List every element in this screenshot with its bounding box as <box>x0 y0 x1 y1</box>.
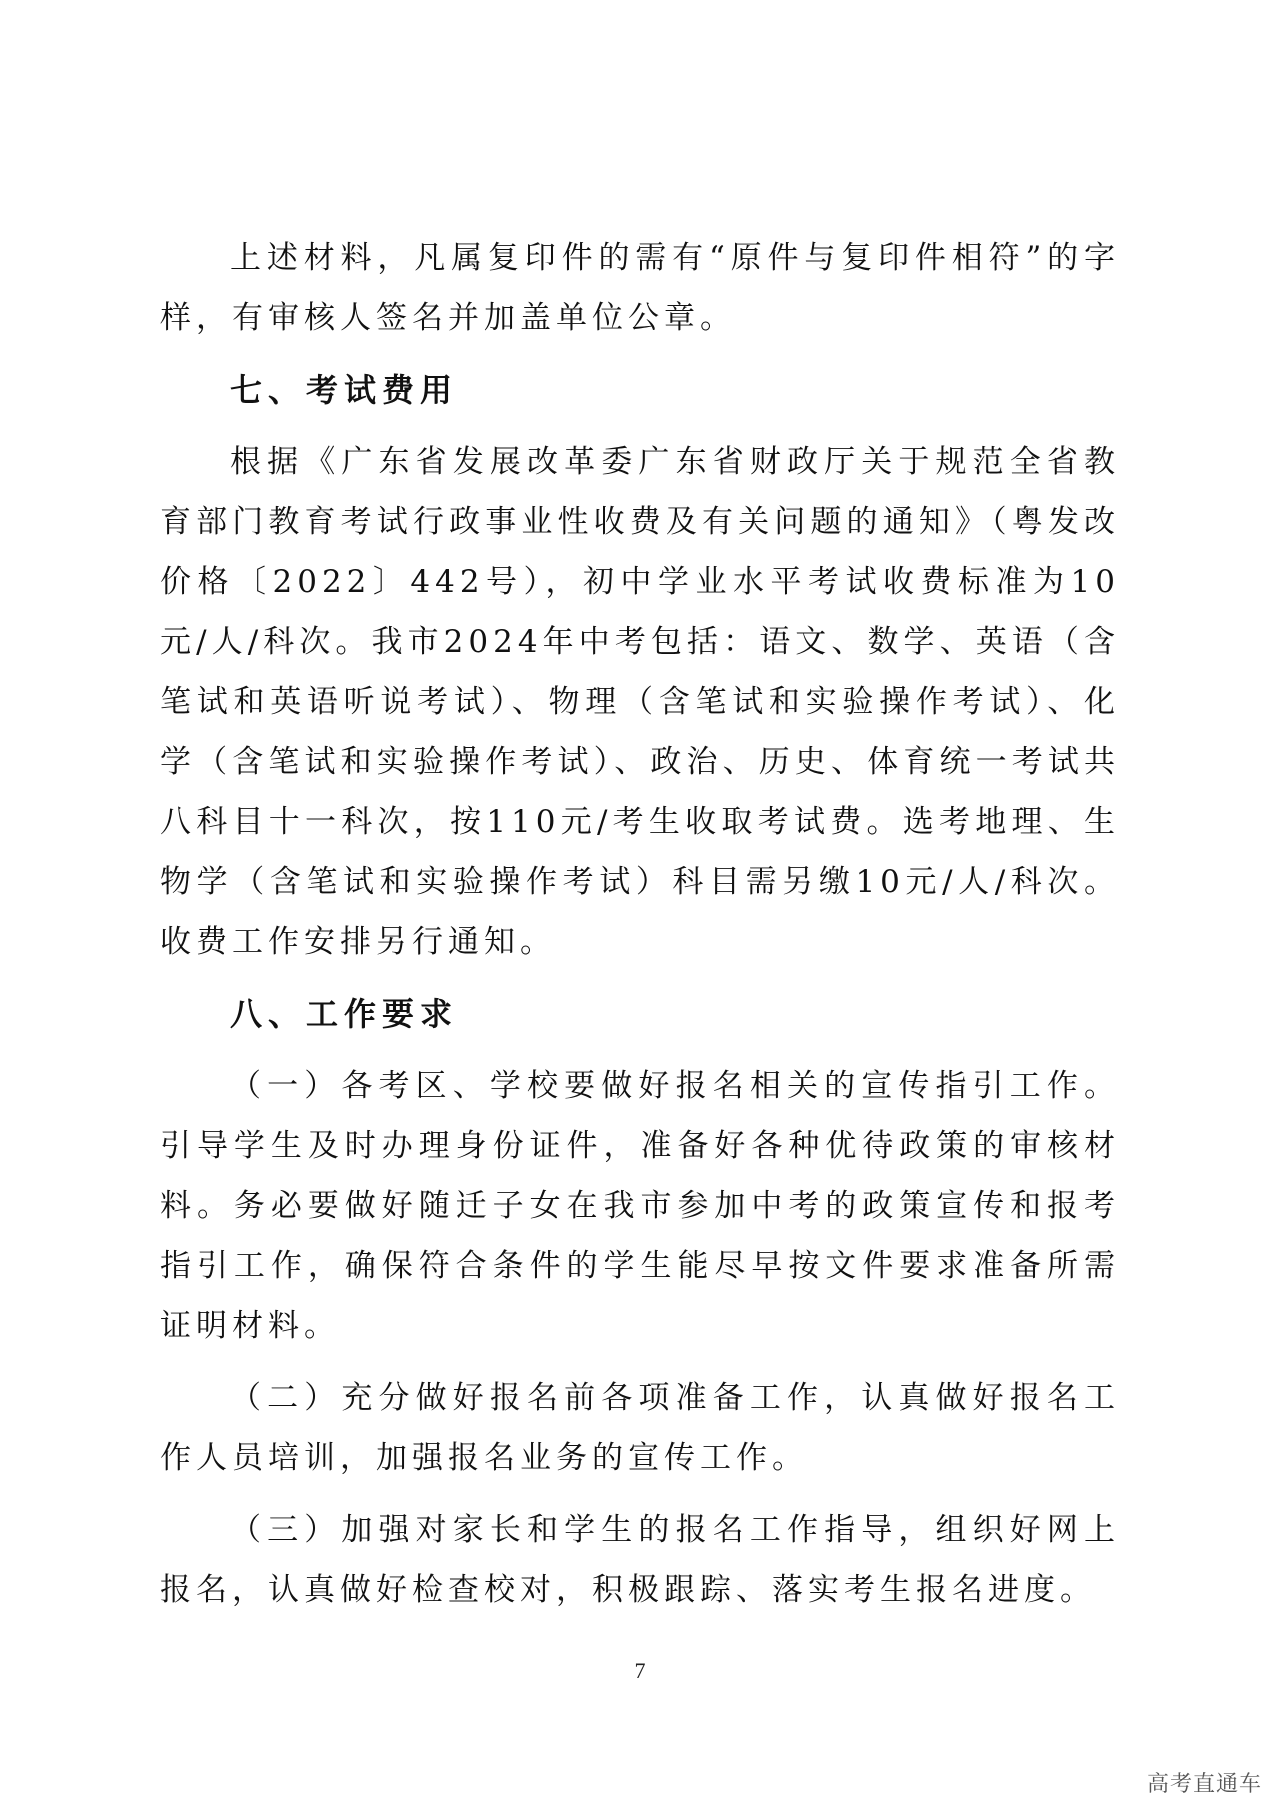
document-body <box>160 228 1120 1620</box>
watermark: 高考直通车 <box>1146 1772 1262 1797</box>
page-number: 7 <box>634 1658 646 1683</box>
requirement-1-paragraph: （一）各考区、学校要做好报名相关的宣传指引工作。引导学生及时办理身份证件，准备好各种优待政策的审核材料。务必要做好随迁子女在我市参加中考的政策宣传和报考指引工作，确保符合条件的学生能尽早按文件要求准备所需证明材料。 <box>160 1068 1120 1344</box>
requirement-3-paragraph: （三）加强对家长和学生的报名工作指导，组织好网上报名，认真做好检查校对，积极跟踪、落实考生报名进度。 <box>160 1512 1120 1608</box>
section-heading-work-requirements: 八、工作要求 <box>230 995 459 1033</box>
section-heading-exam-fees: 七、考试费用 <box>230 371 459 409</box>
requirement-2-paragraph: （二）充分做好报名前各项准备工作，认真做好报名工作人员培训，加强报名业务的宣传工作。 <box>160 1380 1120 1476</box>
materials-note-paragraph: 上述材料，凡属复印件的需有“原件与复印件相符”的字样，有审核人签名并加盖单位公章。 <box>160 240 1120 336</box>
exam-fees-paragraph: 根据《广东省发展改革委广东省财政厅关于规范全省教育部门教育考试行政事业性收费及有关问题的通知》（粤发改价格〔2022〕442号），初中学业水平考试收费标准为10元/人/科次。我市2024年中考包括：语文、数学、英语（含笔试和英语听说考试）、物理（含笔试和实验操作考试）、化学（含笔试和实验操作考试）、政治、历史、体育统一考试共八科目十一科次，按110元/考生收取考试费。选考地理、生物学（含笔试和实验操作考试）科目需另缴10元/人/科次。收费工作安排另行通知。 <box>160 444 1120 960</box>
